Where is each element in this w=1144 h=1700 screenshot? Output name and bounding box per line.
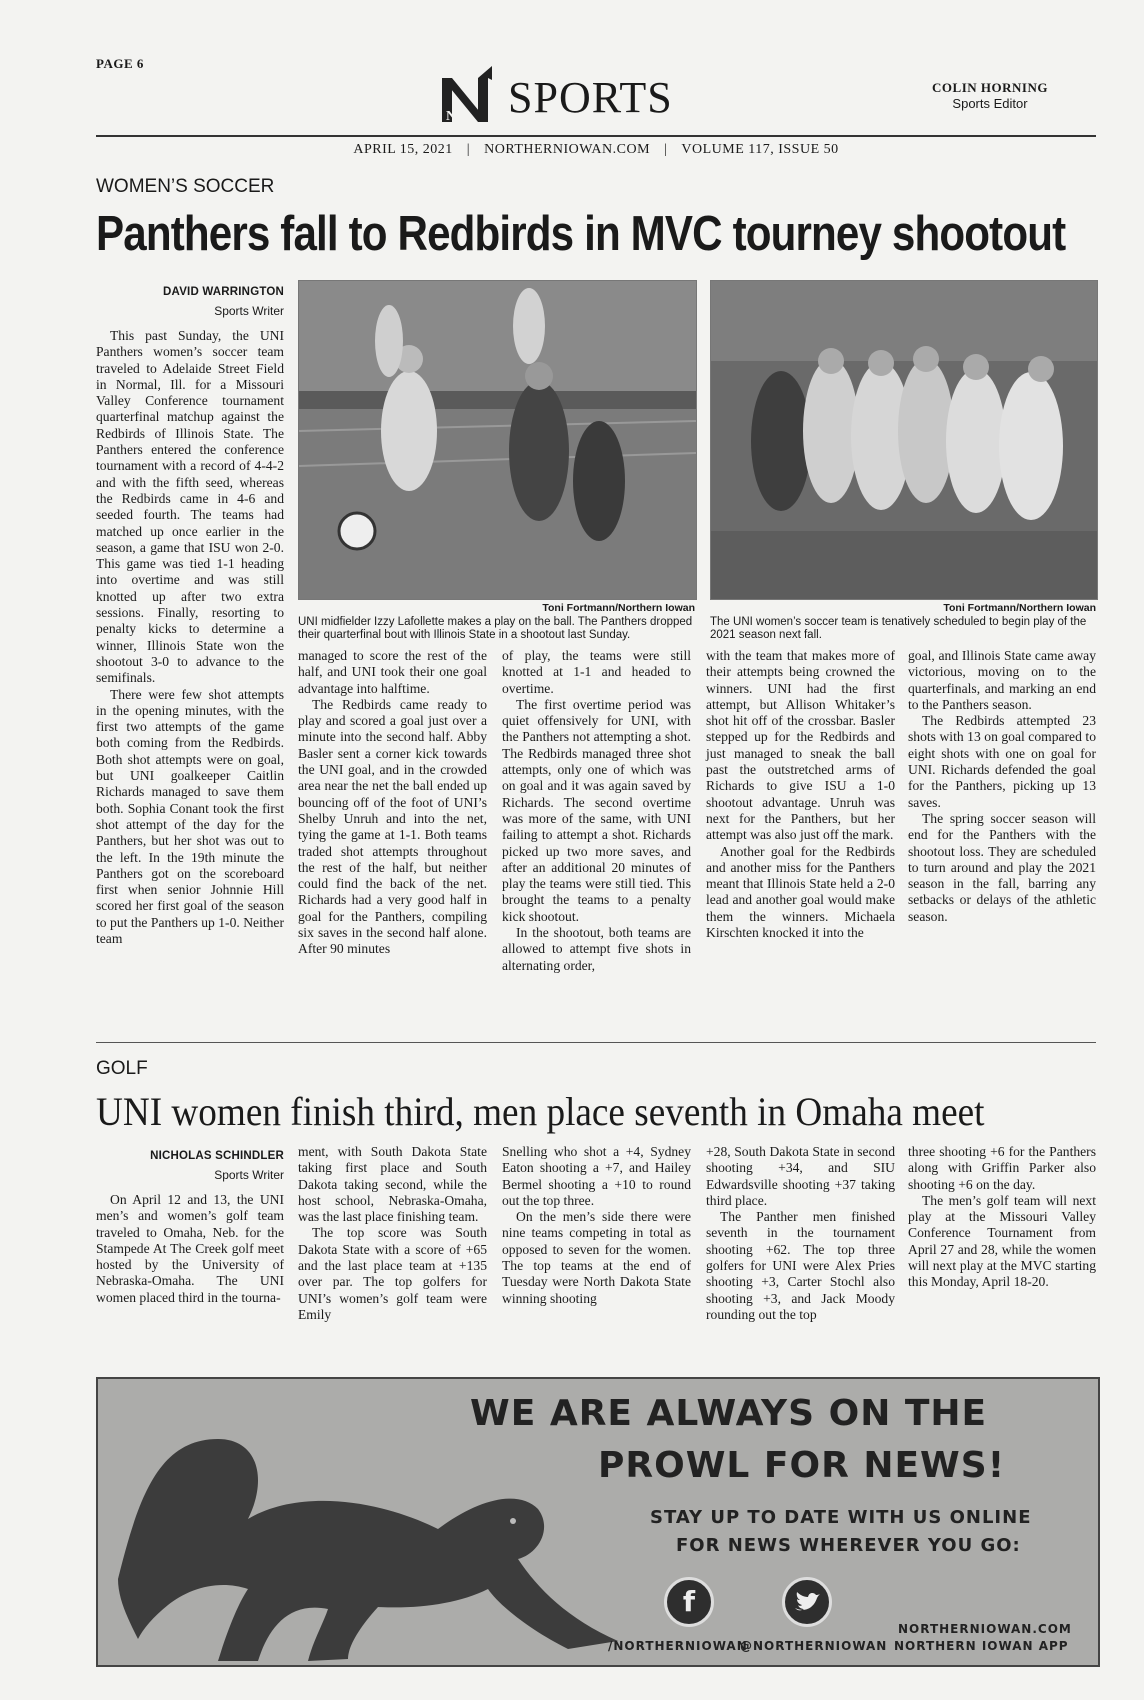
ad-line-1: WE ARE ALWAYS ON THE [470,1393,988,1434]
ad-line-2: PROWL FOR NEWS! [598,1445,1006,1486]
photo2-caption: The UNI women’s soccer team is tenatively scheduled to begin play of the 2021 season next fall. [710,616,1087,641]
paragraph: There were few shot attempts in the opening minutes, with the first two attempts of the game both coming from the Redbirds. Both shot attempts were on goal, but UNI goalkeeper Caitlin Richards managed to save them both. Sophia Conant took the first shot attempt of the day for the Panthers, but her shot was out to the left. In the 19th minute the Panthers got on the scoreboard first when senior Johnnie Hill scored her first goal of the season to put the Panthers up 1-0. Neither team [96,686,284,946]
editor-credit [880,80,1100,111]
soccer-author-role: Sports Writer [214,304,284,318]
paragraph: Another goal for the Redbirds and another miss for the Panthers meant that Illinois State held a 2-0 lead and another goal would make them the winners. Michaela Kirschten knocked it into the [706,843,895,941]
ad-line-3: STAY UP TO DATE WITH US ONLINE [650,1507,1032,1528]
soccer-column-3 [502,648,691,974]
paragraph: On April 12 and 13, the UNI men’s and women’s golf team traveled to Omaha, Neb. for the Stampede At The Creek golf meet hosted by the University of Nebraska-Omaha. The UNI women placed third in the tourna- [96,1192,284,1305]
paragraph: The top score was South Dakota State with a score of +65 and the last place team at +135 over par. The top golfers for UNI’s women’s golf team were Emily [298,1225,487,1322]
paragraph: managed to score the rest of the half, and UNI took their one goal advantage into halftime. [298,648,487,696]
paragraph: The Redbirds came ready to play and scored a goal just over a minute into the second half. Abby Basler sent a corner kick towards the UNI goal, and in the crowded area near the net the ball ended up bouncing off of the foot of UNI’s Shelby Unruh and into the net, tying the game at 1-1. Both teams traded shot attempts throughout the rest of the half, but neither could find the back of the net. Richards had a very good half in goal for the Panthers, compiling six saves in the second half alone. After 90 minutes [298,696,487,957]
golf-column-5 [908,1144,1096,1291]
paragraph: with the team that makes more of their attempts being crowned the winners. UNI had the first attempt, but Allison Whitaker’s shot hit off of the crossbar. Basler stepped up for the Redbirds and just managed to sneak the ball past the outstretched arms of Richards to give ISU a 1-0 shootout advantage. Unruh was next for the Panthers, but her attempt was also just off the mark. [706,648,895,843]
ad-facebook-handle: /NORTHERNIOWAN [608,1639,748,1653]
page-number: PAGE 6 [96,56,144,71]
facebook-icon[interactable]: f [664,1577,714,1627]
photo1-caption: UNI midfielder Izzy Lafollette makes a play on the ball. The Panthers dropped their quarterfinal bout with Illinois State in a shootout last Sunday. [298,616,693,641]
ad-app: NORTHERN IOWAN APP [894,1639,1069,1653]
soccer-column-2 [298,648,487,958]
volume-issue: VOLUME 117, ISSUE 50 [681,142,839,157]
twitter-icon[interactable] [782,1577,832,1627]
soccer-kicker: WOMEN’S SOCCER [96,176,275,197]
website[interactable]: NORTHERNIOWAN.COM [484,142,651,157]
paragraph: Snelling who shot a +4, Sydney Eaton shooting a +7, and Hailey Bermel shooting a +10 to round out the top three. [502,1144,691,1208]
photo-team-celebration-icon [711,281,1097,599]
paragraph: goal, and Illinois State came away victorious, moving on to the quarterfinals, and marking an end to the Panthers season. [908,648,1096,712]
ad-twitter-handle: @NORTHERNIOWAN [740,1639,888,1653]
soccer-headline: Panthers fall to Redbirds in MVC tourney shootout [96,207,1066,261]
logo-letter: N [446,109,457,124]
editor-name: COLIN HORNING [932,80,1048,95]
golf-kicker: GOLF [96,1058,148,1079]
golf-author: NICHOLAS SCHINDLER [150,1150,284,1162]
ad-site[interactable]: NORTHERNIOWAN.COM [898,1622,1072,1636]
soccer-column-4 [706,648,895,941]
newsroom-ad [96,1377,1100,1667]
soccer-author: DAVID WARRINGTON [163,286,284,298]
soccer-column-5 [908,648,1096,925]
editor-role: Sports Editor [952,96,1028,111]
paragraph: The Panther men finished seventh in the tournament shooting +62. The top three golfers for UNI were Alex Pries shooting +3, Carter Stochl also shooting +3, and Jack Moody rounding out the top [706,1209,895,1322]
photo2-credit: Toni Fortmann/Northern Iowan [943,602,1096,614]
header-rule [96,135,1096,137]
golf-column-3 [502,1144,691,1307]
golf-column-2 [298,1144,487,1323]
paragraph: ment, with South Dakota State taking first place and South Dakota taking second, while the host school, Nebraska-Omaha, was the last place finishing team. [298,1144,487,1225]
paragraph: On the men’s side there were nine teams competing in total as opposed to seven for the women. The top teams at the end of Tuesday were North Dakota State winning shooting [502,1209,691,1306]
paragraph: The first overtime period was quiet offensively for UNI, with the Panthers not attempting a shot. The Redbirds managed three shot attempts, only one of which was on goal and it was again saved by Richards. The second overtime was more of the same, with UNI failing to attempt a shot. Richards picked up two more saves, and after an additional 20 minutes of play the teams were still tied. This brought the teams to a penalty kick shootout. [502,696,691,924]
section-divider [96,1042,1096,1043]
paragraph: In the shootout, both teams are allowed to attempt five shots in alternating order, [502,925,691,973]
section-title: SPORTS [508,73,673,122]
paragraph: This past Sunday, the UNI Panthers women’s soccer team traveled to Adelaide Street Field in Normal, Ill. for a Missouri Valley Conference tournament quarterfinal matchup against the Redbirds of Illinois State. The Panthers entered the conference tournament with a record of 4-4-2 and with the fifth seed, whereas the Redbirds came in 4-6 and seeded fourth. The teams had matched up once earlier in the season, a game that ISU won 2-0. This game was tied 1-1 heading into overtime and was still knotted up after two extra sessions. Finally, resorting to penalty kicks to determine a winner, Illinois State won the shootout 3-0 to advance to the semifinals. [96,328,284,686]
soccer-byline [96,286,284,318]
soccer-column-1 [96,328,284,947]
paragraph: of play, the teams were still knotted at 1-1 and headed to overtime. [502,648,691,696]
golf-author-role: Sports Writer [214,1168,284,1182]
paragraph: +28, South Dakota State in second shooting +34, and SIU Edwardsville shooting +37 taking third place. [706,1144,895,1208]
soccer-photo-action [298,280,697,600]
masthead [440,58,700,124]
dateline: APRIL 15, 2021 | NORTHERNIOWAN.COM | VOLUME 117, ISSUE 50 [353,142,839,157]
golf-column-1 [96,1192,284,1306]
soccer-photo-celebration [710,280,1098,600]
paragraph: The spring soccer season will end for the Panthers with the shootout loss. They are scheduled to turn around and play the 2021 season in the fall, barring any setbacks or delays of the athletic season. [908,810,1096,924]
photo-players-icon [299,281,696,599]
northern-iowan-logo [440,66,496,124]
issue-date: APRIL 15, 2021 [353,142,453,157]
ad-line-4: FOR NEWS WHEREVER YOU GO: [676,1535,1021,1556]
golf-column-4 [706,1144,895,1323]
photo1-credit: Toni Fortmann/Northern Iowan [542,602,695,614]
golf-byline [96,1150,284,1182]
paragraph: The men’s golf team will next play at the Missouri Valley Conference Tournament from April 27 and 28, while the women will next play at the MVC starting this Monday, April 18-20. [908,1192,1096,1290]
golf-headline: UNI women finish third, men place seventh in Omaha meet [96,1089,985,1134]
paragraph: The Redbirds attempted 23 shots with 13 on goal compared to eight shots with one on goal for UNI. Richards defended the goal for the Panthers, picking up 13 saves. [908,713,1096,810]
paragraph: three shooting +6 for the Panthers along with Griffin Parker also shooting +6 on the day. [908,1144,1096,1192]
